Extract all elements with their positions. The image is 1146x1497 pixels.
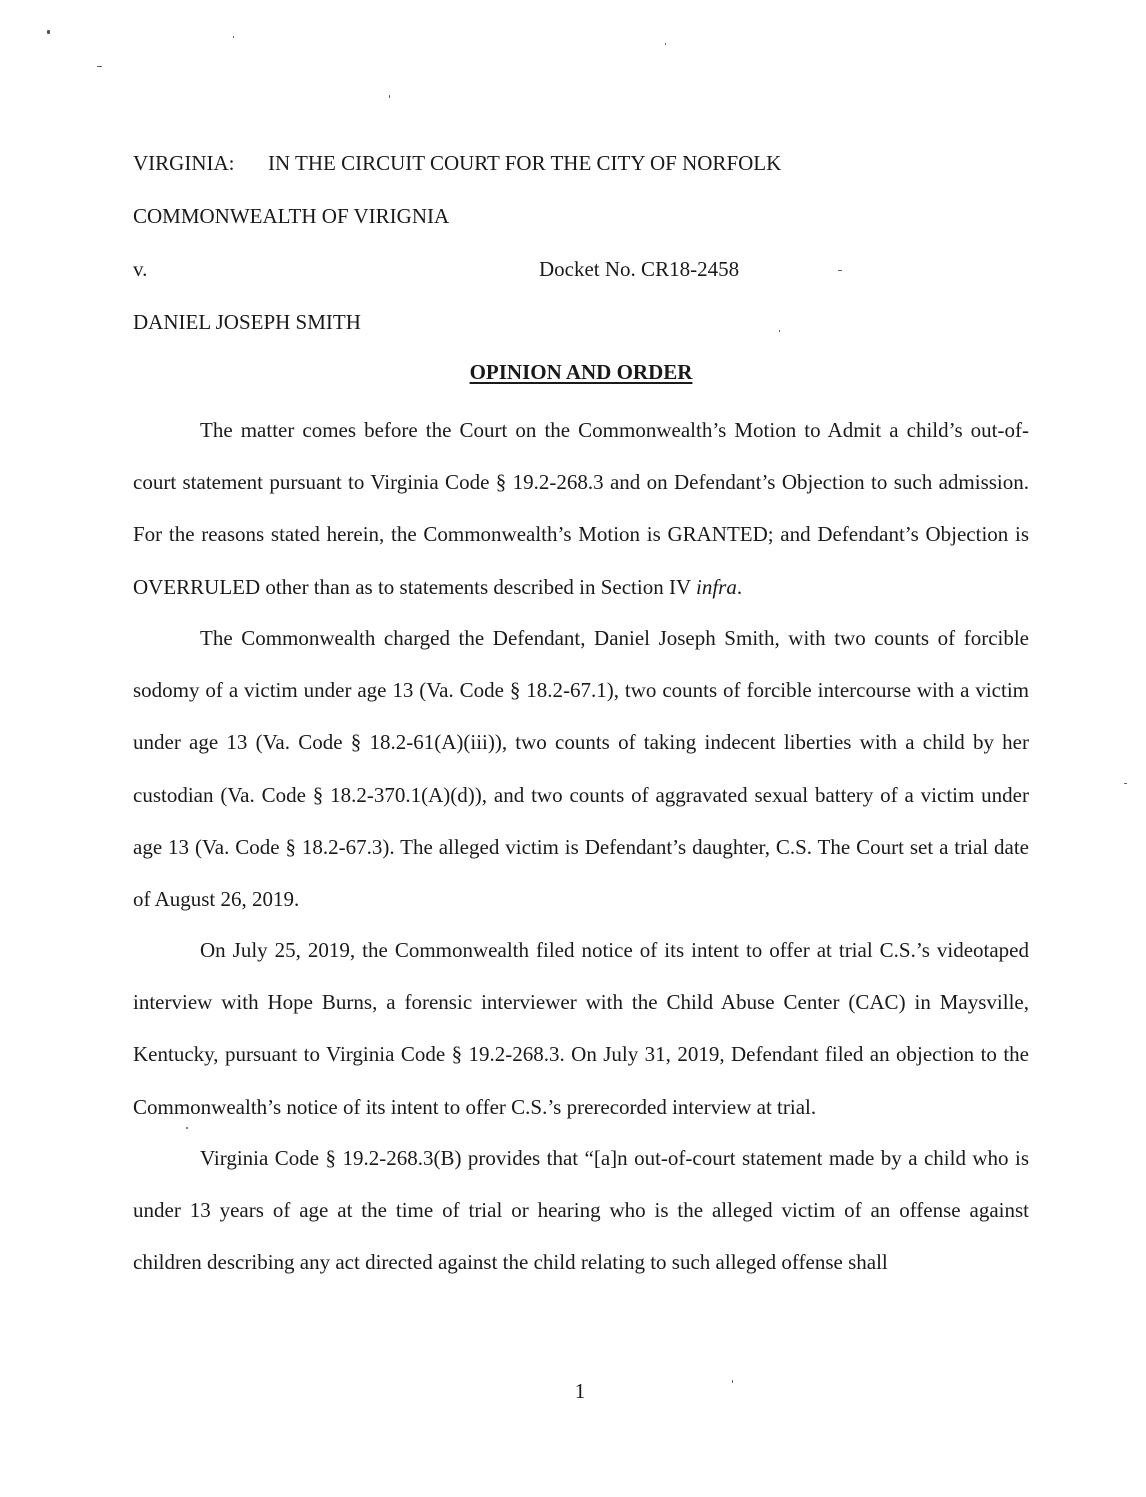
scan-speck — [97, 66, 102, 67]
paragraph-1-end: . — [736, 574, 743, 599]
court-line — [133, 153, 781, 174]
paragraph-2 — [133, 612, 1029, 925]
paragraph-3-text: On July 25, 2019, the Commonwealth filed notice of its intent to offer at trial C.S.’s videotaped interview with Hope Burns, a forensic interviewer with the Child Abuse Center (CAC) in Maysville, Kentucky, pursuant to Virginia Code § 19.2-268.3. On July 31, 2019, Defendant filed an objection to the Commonwealth’s notice of its intent to offer C.S.’s prerecorded interview at trial. — [133, 938, 1029, 1119]
document-heading: OPINION AND ORDER — [469, 360, 693, 384]
scan-speck — [838, 270, 842, 271]
scan-speck — [779, 330, 780, 332]
paragraph-4 — [133, 1132, 1029, 1289]
paragraph-2-text: The Commonwealth charged the Defendant, Daniel Joseph Smith, with two counts of forcible sodomy of a victim under age 13 (Va. Code § 18.2-67.1), two counts of forcible intercourse with a victim under age 13 (Va. Code § 18.2-61(A)(iii)), two counts of taking indecent liberties with a child by her custodian (Va. Code § 18.2-370.1(A)(d)), and two counts of aggravated sexual battery of a victim under age 13 (Va. Code § 18.2-67.3). The alleged victim is Defendant’s daughter, C.S. The Court set a trial date of August 26, 2019. — [133, 626, 1029, 912]
paragraph-4-text: Virginia Code § 19.2-268.3(B) provides that “[a]n out-of-court statement made by a child who is under 13 years of age at the time of trial or hearing who is the alleged victim of an offense against children describing any act directed against the child relating to such alleged offense shall — [133, 1146, 1029, 1275]
scan-speck — [47, 30, 50, 34]
paragraph-3 — [133, 924, 1029, 1133]
court-name: IN THE CIRCUIT COURT FOR THE CITY OF NORFOLK — [268, 151, 782, 175]
paragraph-1-body: The matter comes before the Court on the Commonwealth’s Motion to Admit a child’s out-of-court statement pursuant to Virginia Code § 19.2-268.3 and on Defendant’s Objection to such admission. For the reasons stated herein, the Commonwealth’s Motion is GRANTED; and Defendant’s Objection is OVERRULED other than as to statements described in Section IV — [133, 418, 1029, 599]
paragraph-1 — [133, 404, 1029, 613]
scan-speck — [1124, 783, 1127, 784]
scan-speck — [233, 36, 234, 38]
paragraph-1-italic: infra — [696, 574, 737, 599]
scan-speck — [389, 95, 390, 98]
plaintiff-name: COMMONWEALTH OF VIRIGNIA — [133, 204, 450, 228]
paragraph-1-text — [133, 404, 1029, 613]
jurisdiction-label: VIRGINIA: — [133, 151, 235, 175]
defendant-name: DANIEL JOSEPH SMITH — [133, 310, 361, 334]
page-number: 1 — [574, 1379, 586, 1403]
versus-label: v. — [133, 257, 148, 281]
scan-speck — [665, 43, 666, 45]
docket-number: Docket No. CR18-2458 — [539, 257, 740, 281]
